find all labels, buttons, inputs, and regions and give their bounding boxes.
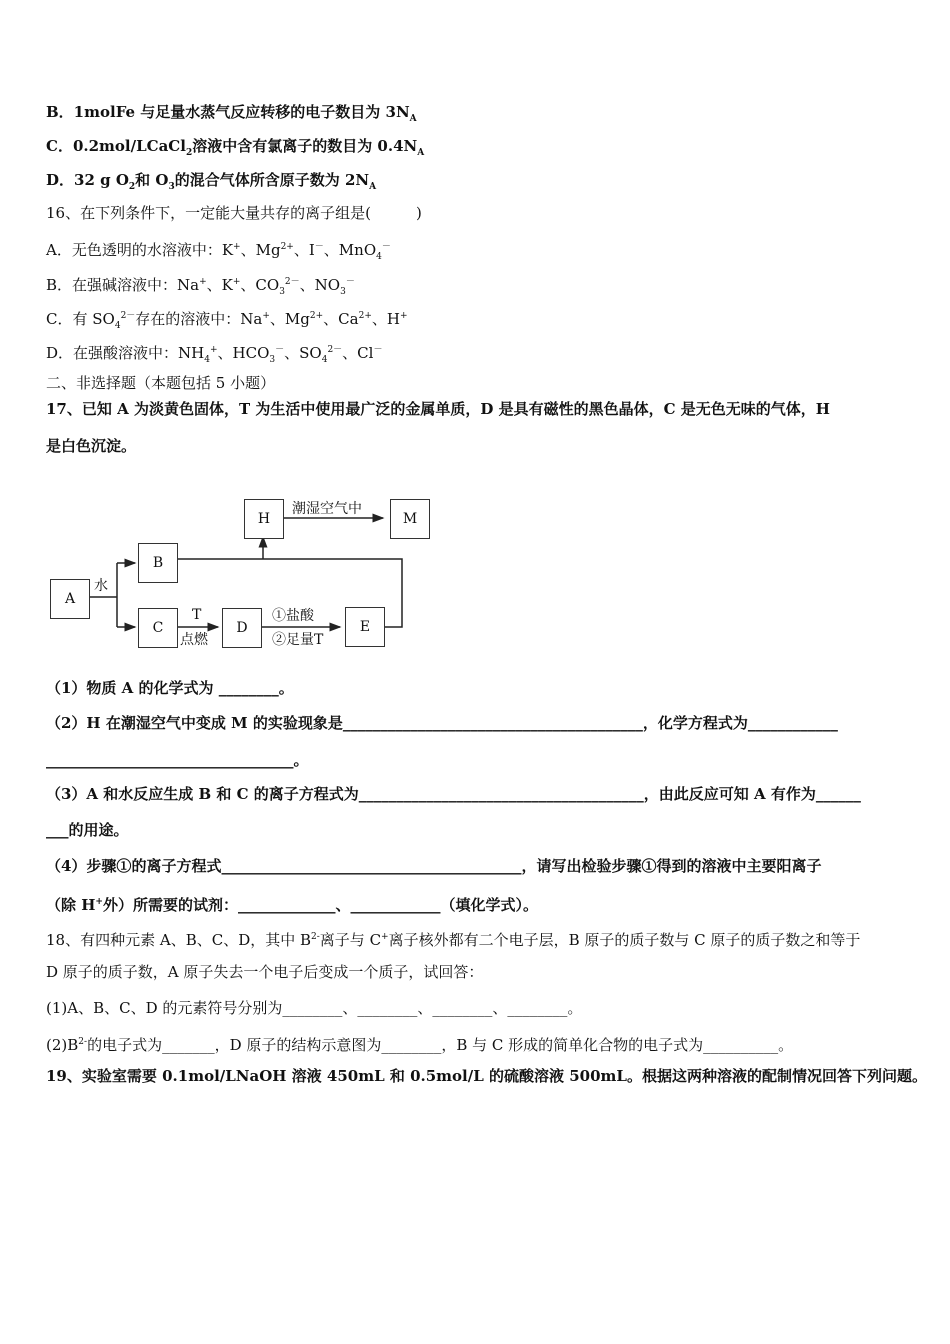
text-segment: D．在强酸溶液中：NH [46,344,205,362]
text-line [46,1032,793,1055]
text-line [46,272,355,302]
text-line [46,373,275,393]
text-line [46,170,376,197]
text-segment: 外）所需要的试剂：_____________、____________（填化学式）。 [102,896,538,914]
text-segment: 、Mg [269,310,310,328]
text-segment: （1）物质 A 的化学式为 ________。 [46,679,294,697]
text-segment: (1)A、B、C、D 的元素符号分别为________、________、________、________。 [46,999,583,1017]
text-line [46,713,838,733]
text-segment: 17、已知 A 为淡黄色固体，T 为生活中使用最广泛的金属单质，D 是具有磁性的黑色晶体，C 是无色无味的气体，H [46,400,830,418]
text-segment: 、HCO [217,344,270,362]
text-segment: （4）步骤①的离子方程式________________________________________，请写出检验步骤①得到的溶液中主要阳离子 [46,857,822,875]
text-line [46,927,860,950]
text-segment: (2)B [46,1036,79,1054]
text-segment: 存在的溶液中：Na [135,310,263,328]
text-line [46,1066,927,1086]
supscript-text: 2+ [358,311,372,321]
text-line [46,820,129,840]
text-segment: 、SO [284,344,322,362]
text-segment: 和 O [135,171,169,189]
label-excess-t: ②足量T [272,632,324,648]
text-segment: 、NO [299,276,341,294]
text-segment: 、MnO [323,241,377,259]
subscript-text: 3 [279,287,285,297]
subscript-text: 3 [340,287,346,297]
box-e: E [345,607,385,647]
text-line [46,399,830,419]
text-line [46,237,391,267]
text-segment: 、Mg [240,241,281,259]
subscript-text: 4 [114,321,121,331]
text-line [46,306,408,336]
box-m: M [390,499,430,539]
text-segment: 是白色沉淀。 [46,437,137,455]
supscript-text: + [232,277,241,287]
supscript-text: + [199,277,207,287]
supscript-text: 2- [78,1037,88,1047]
text-segment: B．1molFe 与足量水蒸气反应转移的电子数目为 3N [46,103,410,121]
subscript-text: 2 [185,148,193,158]
text-segment: 的混合气体所含原子数为 2N [174,171,370,189]
text-line [46,784,861,804]
reaction-flow-diagram [40,480,460,660]
supscript-text: 2－ [327,345,343,355]
supscript-text: 2+ [280,242,294,252]
text-segment: D．32 g O [46,171,129,189]
supscript-text: － [345,277,355,287]
text-line [46,136,424,163]
text-segment: C．有 SO [46,310,115,328]
supscript-text: － [275,345,285,355]
label-t: T [192,607,202,623]
label-ignite: 点燃 [180,632,208,648]
label-hcl: ①盐酸 [272,608,314,624]
supscript-text: + [399,311,408,321]
label-water: 水 [94,578,108,594]
subscript-text: 4 [376,252,382,262]
box-c: C [138,608,178,648]
text-segment: （3）A 和水反应生成 B 和 C 的离子方程式为______________________________________，由此反应可知 A 有作为______ [46,785,861,803]
subscript-text: 3 [269,355,276,365]
supscript-text: + [95,897,103,907]
text-segment: C．0.2mol/LCaCl [46,137,186,155]
supscript-text: + [262,311,270,321]
text-line [46,892,538,915]
text-segment: 的电子式为_______，D 原子的结构示意图为________，B 与 C 形成的简单化合物的电子式为__________。 [87,1036,794,1054]
text-segment: A．无色透明的水溶液中：K [46,241,234,259]
supscript-text: + [209,345,218,355]
supscript-text: 2－ [284,277,300,287]
supscript-text: 2- [311,932,320,942]
text-segment: （2）H 在潮湿空气中变成 M 的实验现象是________________________________________，化学方程式为____________ [46,714,838,732]
box-b: B [138,543,178,583]
supscript-text: 2－ [120,311,136,321]
text-line [46,856,821,876]
subscript-text: A [409,114,417,124]
text-segment: ___的用途。 [46,821,129,839]
text-segment: 、H [371,310,400,328]
text-line [46,750,309,770]
text-line [46,203,422,223]
text-segment: 、Ca [323,310,359,328]
box-d: D [222,608,262,648]
supscript-text: + [381,932,389,942]
box-a: A [50,579,90,619]
text-line [46,998,582,1018]
text-line [46,962,483,982]
text-segment: 16、在下列条件下，一定能大量共存的离子组是( ) [46,204,422,222]
text-segment: 溶液中含有氯离子的数目为 0.4N [192,137,418,155]
supscript-text: + [233,242,241,252]
text-segment: 、Cl [342,344,374,362]
box-h: H [244,499,284,539]
text-segment: 18、有四种元素 A、B、C、D，其中 B [46,931,312,949]
text-line [46,340,382,370]
subscript-text: 2 [128,182,136,192]
subscript-text: A [417,148,425,158]
text-segment: 、I [293,241,315,259]
subscript-text: 4 [321,355,328,365]
text-segment: 、CO [240,276,280,294]
text-line [46,102,417,129]
subscript-text: A [369,182,377,192]
text-segment: （除 H [46,896,96,914]
text-segment: 离子与 C [319,931,382,949]
text-segment: D 原子的质子数，A 原子失去一个电子后变成一个质子，试回答： [46,963,484,981]
text-segment: 、K [206,276,233,294]
text-segment: 离子核外都有二个电子层，B 原子的质子数与 C 原子的质子数之和等于 [388,931,861,949]
label-humid-air: 潮湿空气中 [292,501,362,517]
supscript-text: － [381,242,391,252]
text-segment: 19、实验室需要 0.1mol/LNaOH 溶液 450mL 和 0.5mol/L 的硫酸溶液 500mL。根据这两种溶液的配制情况回答下列问题。 [46,1067,927,1085]
supscript-text: － [373,345,383,355]
supscript-text: 2+ [309,311,324,321]
text-segment: 二、非选择题（本题包括 5 小题） [46,374,276,392]
subscript-text: 4 [204,355,210,365]
subscript-text: 3 [168,182,175,192]
text-segment: _________________________________。 [46,751,309,769]
text-line [46,436,136,456]
text-segment: B．在强碱溶液中：Na [46,276,200,294]
text-line [46,678,294,698]
supscript-text: － [314,242,324,252]
